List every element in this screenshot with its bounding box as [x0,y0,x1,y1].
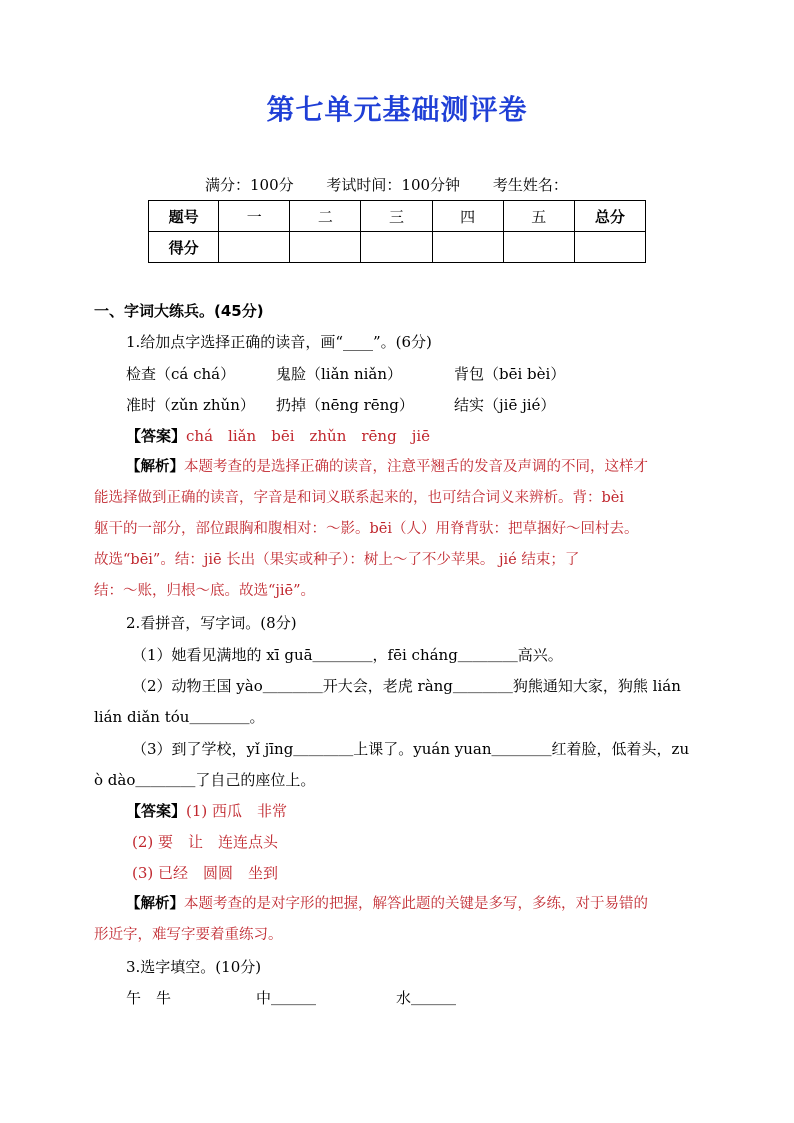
table-cell: 得分 [149,232,219,263]
score-cell[interactable] [290,232,361,263]
table-cell: 四 [432,201,503,232]
analysis-line [126,456,648,478]
option-item: 结实（jiē jié） [454,396,556,414]
score-cell[interactable] [574,232,645,263]
fill-blank[interactable]: 水＿＿＿ [396,989,457,1007]
table-row [149,201,646,232]
table-cell: 五 [503,201,574,232]
exam-time: 考试时间：100分钟 [326,176,461,194]
score-cell[interactable] [432,232,503,263]
analysis-line: 躯干的一部分，部位跟胸和腹相对：～影。bēi（人）用脊背驮：把草捆好～回村去。 [94,521,639,537]
exam-meta [205,174,596,195]
analysis-line: 结：～账，归根～底。故选“jiē”。 [94,583,316,599]
answer-tag: 【答案】 [126,427,187,445]
table-cell: 三 [361,201,432,232]
question-line: ò dào＿＿＿＿了自己的座位上。 [94,771,316,789]
answer-text: (1) 西瓜 非常 [186,802,288,820]
word-choices: 午 牛 [126,989,172,1007]
question-line: （1）她看见满地的 xī guā＿＿＿＿，fēi cháng＿＿＿＿高兴。 [132,646,563,664]
score-table [148,200,646,263]
fill-blank[interactable]: 中＿＿＿ [256,989,317,1007]
section-heading: 一、字词大练兵。(45分) [94,302,264,320]
analysis-tag: 【解析】 [126,895,184,912]
option-item: 准时（zǔn zhǔn） [126,396,255,414]
table-row [149,232,646,263]
score-cell[interactable] [361,232,432,263]
analysis-tag: 【解析】 [126,458,184,475]
student-name-label: 考生姓名： [492,176,568,194]
table-cell: 一 [219,201,290,232]
answer-text: chá liǎn bēi zhǔn rēng jiē [186,427,431,445]
analysis-line [126,893,648,915]
question-line: （3）到了学校，yǐ jīng＿＿＿＿上课了。yuán yuan＿＿＿＿红着脸，低着头，zu [132,740,690,758]
answer-line [126,800,287,822]
score-cell[interactable] [219,232,290,263]
table-cell: 总分 [574,201,645,232]
analysis-line: 能选择做到正确的读音，字音是和词义联系起来的，也可结合词义来辨析。背：bèi [94,490,624,506]
full-score: 满分：100分 [205,176,294,194]
question-line: （2）动物王国 yào＿＿＿＿开大会，老虎 ràng＿＿＿＿狗熊通知大家，狗熊 lián [132,677,681,695]
option-item: 背包（bēi bèi） [454,365,566,383]
option-item: 检查（cá chá） [126,365,236,383]
answer-line [126,425,430,447]
analysis-text: 本题考查的是选择正确的读音，注意平翘舌的发音及声调的不同，这样才 [184,459,648,475]
option-item: 鬼脸（liǎn niǎn） [276,365,403,383]
question-stem: 1.给加点字选择正确的读音，画“____”。(6分) [126,333,432,351]
table-cell: 题号 [149,201,219,232]
analysis-line: 故选“bēi”。结：jiē 长出（果实或种子）：树上～了不少苹果。 jié 结束；了 [94,552,580,568]
question-stem: 3.选字填空。(10分) [126,958,262,976]
option-item: 扔掉（nēng rēng） [276,396,414,414]
question-line: lián diǎn tóu＿＿＿＿。 [94,708,265,726]
answer-text: (3) 已经 圆圆 坐到 [132,864,279,882]
analysis-line: 形近字，难写字要着重练习。 [94,927,283,943]
answer-tag: 【答案】 [126,802,187,820]
analysis-text: 本题考查的是对字形的把握，解答此题的关键是多写，多练，对于易错的 [184,896,648,912]
answer-text: (2) 要 让 连连点头 [132,833,279,851]
table-cell: 二 [290,201,361,232]
score-cell[interactable] [503,232,574,263]
question-stem: 2.看拼音，写字词。(8分) [126,614,297,632]
page-title: 第七单元基础测评卷 [266,93,528,126]
